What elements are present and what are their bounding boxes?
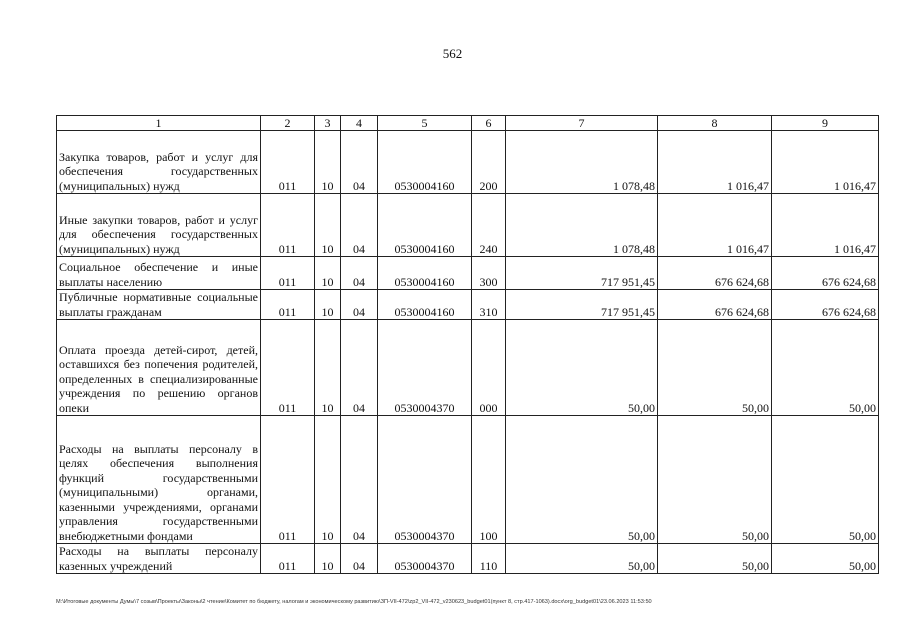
row-amount-2: 676 624,68 bbox=[658, 290, 772, 320]
row-expense-type: 000 bbox=[472, 320, 506, 416]
row-expense-type: 240 bbox=[472, 194, 506, 257]
row-name: Оплата проезда детей-сирот, детей, оставшихся без попечения родителей, определенных в специализированные учреждения по решению органов опеки bbox=[57, 320, 261, 416]
header-cell: 5 bbox=[378, 116, 472, 131]
row-section: 10 bbox=[315, 257, 341, 290]
row-section: 10 bbox=[315, 320, 341, 416]
row-name: Закупка товаров, работ и услуг для обеспечения государственных (муниципальных) нужд bbox=[57, 131, 261, 194]
row-amount-1: 717 951,45 bbox=[506, 290, 658, 320]
row-target-article: 0530004370 bbox=[378, 544, 472, 574]
row-section: 10 bbox=[315, 290, 341, 320]
row-expense-type: 100 bbox=[472, 416, 506, 544]
table-row bbox=[57, 320, 879, 416]
row-section: 10 bbox=[315, 131, 341, 194]
row-section: 10 bbox=[315, 544, 341, 574]
row-amount-1: 50,00 bbox=[506, 416, 658, 544]
table-row bbox=[57, 131, 879, 194]
row-amount-3: 676 624,68 bbox=[772, 290, 879, 320]
row-section: 10 bbox=[315, 416, 341, 544]
row-amount-1: 717 951,45 bbox=[506, 257, 658, 290]
row-amount-3: 50,00 bbox=[772, 416, 879, 544]
table-row bbox=[57, 544, 879, 574]
header-cell: 6 bbox=[472, 116, 506, 131]
row-target-article: 0530004160 bbox=[378, 194, 472, 257]
row-amount-3: 1 016,47 bbox=[772, 194, 879, 257]
header-cell: 2 bbox=[261, 116, 315, 131]
row-target-article: 0530004160 bbox=[378, 290, 472, 320]
row-amount-2: 50,00 bbox=[658, 416, 772, 544]
row-amount-2: 50,00 bbox=[658, 320, 772, 416]
table-row bbox=[57, 194, 879, 257]
page-number: 562 bbox=[442, 46, 463, 61]
row-admin-code: 011 bbox=[261, 544, 315, 574]
row-amount-2: 1 016,47 bbox=[658, 194, 772, 257]
row-target-article: 0530004370 bbox=[378, 416, 472, 544]
row-admin-code: 011 bbox=[261, 194, 315, 257]
row-subsection: 04 bbox=[341, 257, 378, 290]
header-cell: 4 bbox=[341, 116, 378, 131]
row-amount-1: 1 078,48 bbox=[506, 194, 658, 257]
row-expense-type: 310 bbox=[472, 290, 506, 320]
table-row bbox=[57, 416, 879, 544]
budget-table bbox=[56, 115, 879, 574]
row-subsection: 04 bbox=[341, 544, 378, 574]
row-amount-2: 676 624,68 bbox=[658, 257, 772, 290]
row-name: Расходы на выплаты персоналу в целях обеспечения выполнения функций государственными (муниципальными) органами, казенными учреждениями, органами управления государственными внебюджетными фондами bbox=[57, 416, 261, 544]
document-path-footer: М:\Итоговые документы Думы\7 созыв\Проекты\Законы\2 чтение\Комитет по бюджету, налогам и экономическому развитию\ЗП-VII-472\zp2_VII-472_v230623_budget01(пункт 8, стр.417-1063).docx\org_budget01\23.06.2023 11:53:50 bbox=[56, 599, 652, 605]
row-subsection: 04 bbox=[341, 320, 378, 416]
row-admin-code: 011 bbox=[261, 131, 315, 194]
row-amount-3: 676 624,68 bbox=[772, 257, 879, 290]
table-row bbox=[57, 290, 879, 320]
row-expense-type: 110 bbox=[472, 544, 506, 574]
row-amount-3: 50,00 bbox=[772, 544, 879, 574]
row-admin-code: 011 bbox=[261, 320, 315, 416]
row-target-article: 0530004160 bbox=[378, 257, 472, 290]
table-row bbox=[57, 257, 879, 290]
row-subsection: 04 bbox=[341, 131, 378, 194]
row-amount-1: 50,00 bbox=[506, 544, 658, 574]
row-amount-3: 1 016,47 bbox=[772, 131, 879, 194]
row-target-article: 0530004370 bbox=[378, 320, 472, 416]
row-name: Иные закупки товаров, работ и услуг для обеспечения государственных (муниципальных) нужд bbox=[57, 194, 261, 257]
row-name: Расходы на выплаты персоналу казенных учреждений bbox=[57, 544, 261, 574]
row-subsection: 04 bbox=[341, 290, 378, 320]
row-name: Публичные нормативные социальные выплаты гражданам bbox=[57, 290, 261, 320]
row-amount-2: 50,00 bbox=[658, 544, 772, 574]
row-subsection: 04 bbox=[341, 194, 378, 257]
row-expense-type: 300 bbox=[472, 257, 506, 290]
row-expense-type: 200 bbox=[472, 131, 506, 194]
header-cell: 1 bbox=[57, 116, 261, 131]
row-amount-1: 50,00 bbox=[506, 320, 658, 416]
row-amount-2: 1 016,47 bbox=[658, 131, 772, 194]
header-cell: 3 bbox=[315, 116, 341, 131]
header-cell: 9 bbox=[772, 116, 879, 131]
row-section: 10 bbox=[315, 194, 341, 257]
row-target-article: 0530004160 bbox=[378, 131, 472, 194]
row-subsection: 04 bbox=[341, 416, 378, 544]
row-admin-code: 011 bbox=[261, 416, 315, 544]
row-name: Социальное обеспечение и иные выплаты населению bbox=[57, 257, 261, 290]
header-row bbox=[57, 116, 879, 131]
row-admin-code: 011 bbox=[261, 257, 315, 290]
row-admin-code: 011 bbox=[261, 290, 315, 320]
row-amount-1: 1 078,48 bbox=[506, 131, 658, 194]
header-cell: 7 bbox=[506, 116, 658, 131]
row-amount-3: 50,00 bbox=[772, 320, 879, 416]
header-cell: 8 bbox=[658, 116, 772, 131]
